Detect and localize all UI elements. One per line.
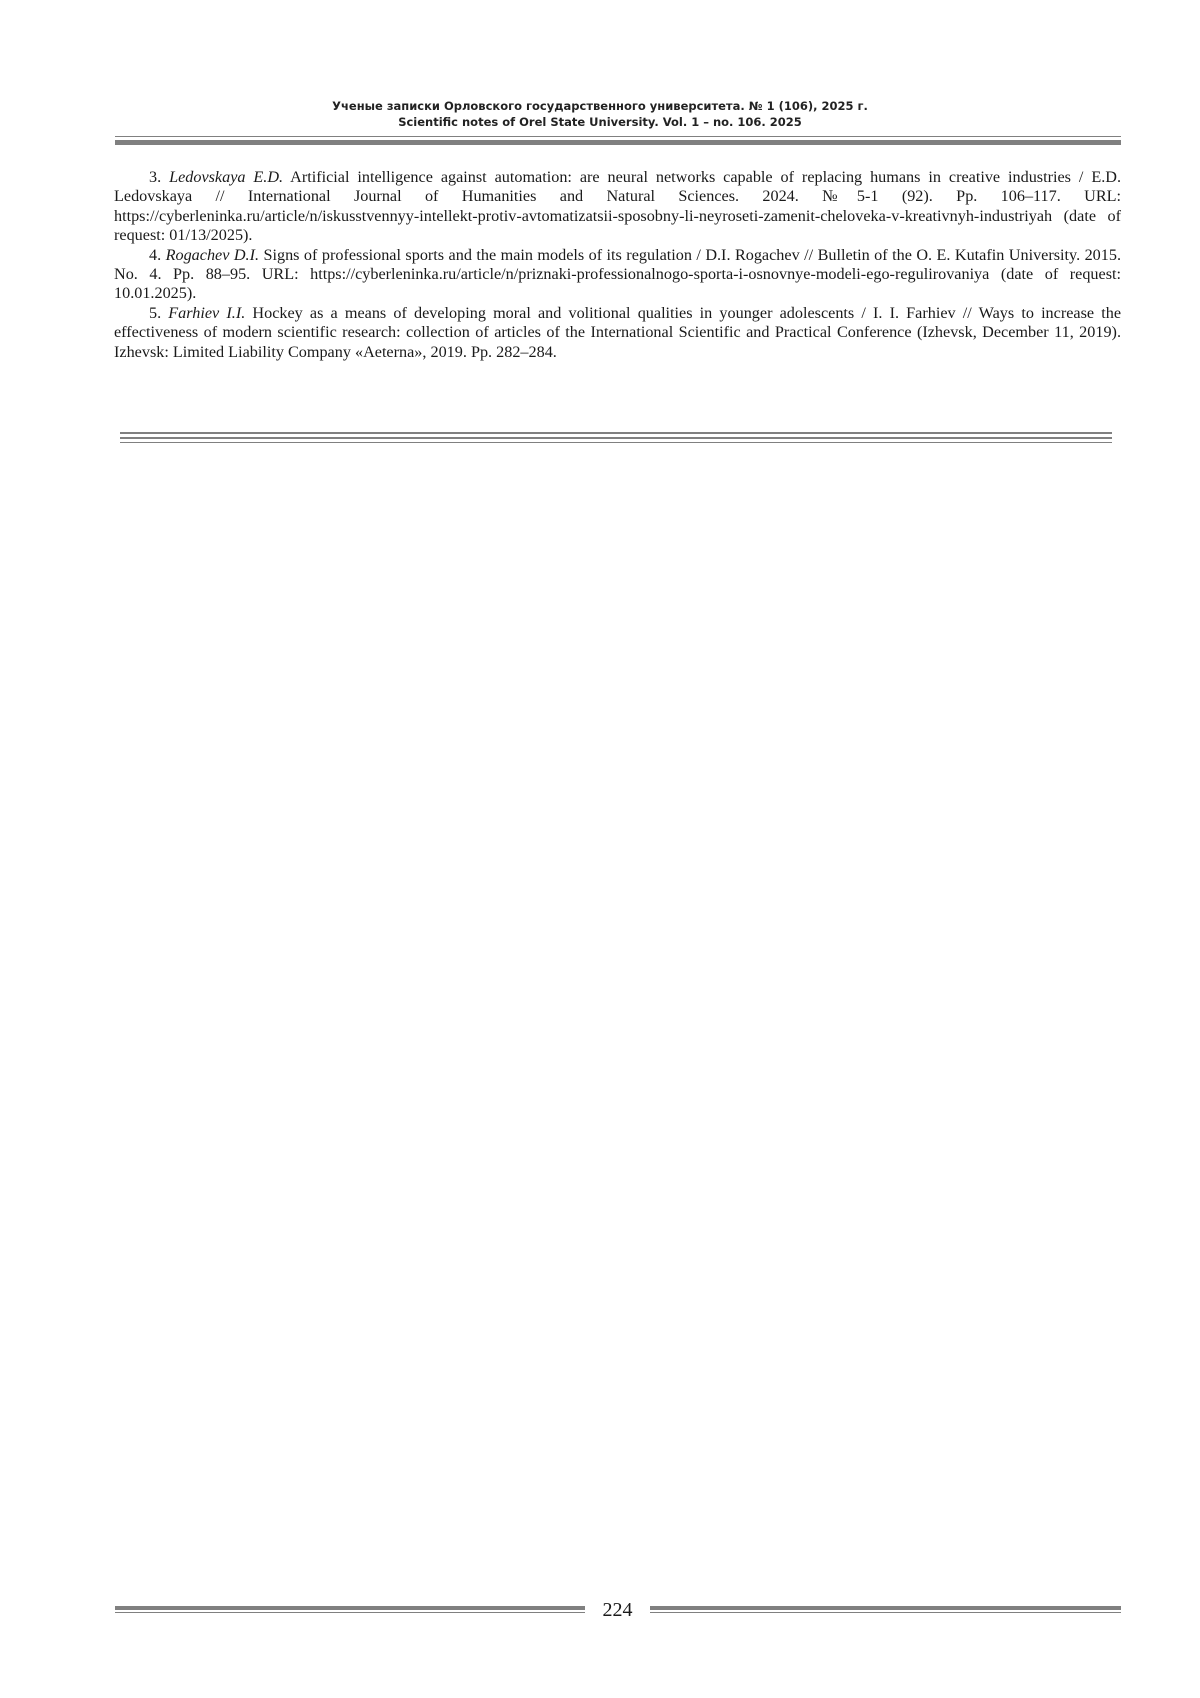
- reference-item-3: [114, 168, 1121, 246]
- reference-author: Farhiev I.I.: [168, 303, 246, 322]
- reference-number: 5.: [149, 303, 162, 322]
- reference-number: 4.: [149, 245, 162, 264]
- journal-running-header: [0, 98, 1200, 130]
- reference-author: Rogachev D.I.: [165, 245, 260, 264]
- section-end-divider: [120, 432, 1112, 434]
- reference-item-4: [114, 246, 1121, 304]
- header-divider-thin: [115, 136, 1121, 137]
- header-divider-thick: [115, 140, 1121, 145]
- footer-divider-right: [650, 1606, 1121, 1610]
- header-title-en: Scientific notes of Orel State University. Vol. 1 – no. 106. 2025: [398, 115, 802, 129]
- reference-number: 3.: [149, 168, 162, 186]
- footer-divider-left-thin: [115, 1612, 585, 1613]
- reference-author: Ledovskaya E.D.: [169, 168, 284, 186]
- section-end-divider: [120, 442, 1112, 443]
- header-title-ru: Ученые записки Орловского государственного университета. № 1 (106), 2025 г.: [332, 99, 868, 113]
- reference-item-5: [114, 304, 1121, 362]
- reference-text: Signs of professional sports and the main models of its regulation / D.I. Rogachev // Bulletin of the O. E. Kutafin University. 2015. No. 4. Pp. 88–95. URL: https://cyberleninka.ru/article/n/priznaki-professionalnogo-sporta-i-osnovnye-modeli-ego-regulirovaniya (date of request: 10.01.2025).: [114, 245, 1122, 303]
- section-end-divider: [120, 437, 1112, 439]
- reference-text: Hockey as a means of developing moral and volitional qualities in younger adolescents / I. I. Farhiev // Ways to increase the effectiveness of modern scientific research: collection of articles of the International Scientific and Practical Conference (Izhevsk, December 11, 2019). Izhevsk: Limited Liability Company «Aeterna», 2019. Pp. 282–284.: [114, 303, 1122, 361]
- page-number: 224: [602, 1599, 633, 1621]
- reference-list: [114, 168, 1121, 362]
- footer-divider-right-thin: [650, 1612, 1121, 1613]
- footer-divider-left: [115, 1606, 585, 1610]
- reference-text: Artificial intelligence against automation: are neural networks capable of replacing humans in creative industries / E.D. Ledovskaya // International Journal of Humanities and Natural Sciences. 2024. №5-1 (92). Pp. 106–117. URL: https://cyberleninka.ru/article/n/iskusstvennyy-intellekt-protiv-avtomatizatsii-sposobny-li-neyroseti-zamenit-cheloveka-v-kreativnyh-industriyah (date of request: 01/13/2025).: [114, 168, 1121, 245]
